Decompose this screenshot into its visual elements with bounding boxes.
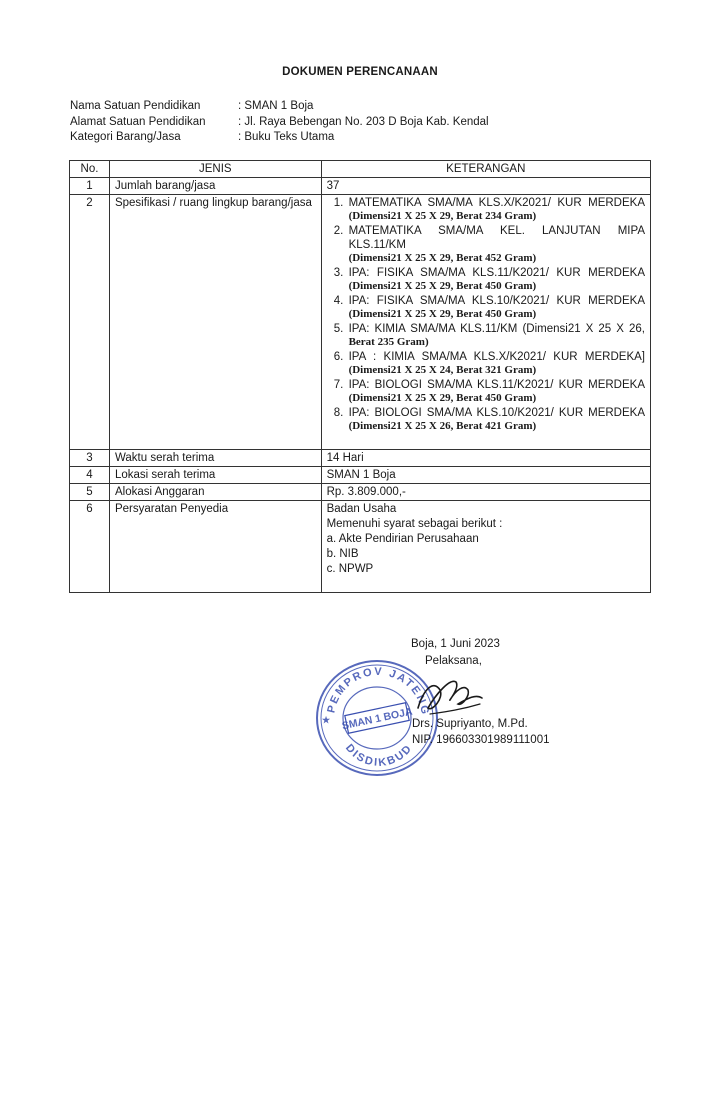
spec-dimensions: (Dimensi21 X 25 X 29, Berat 450 Gram)	[348, 392, 537, 404]
spec-title: 7. IPA: BIOLOGI SMA/MA KLS.11/K2021/ KUR MERDEKA	[348, 379, 645, 391]
signer-nip: NIP. 196603301989111001	[412, 734, 550, 746]
spec-title: 8. IPA: BIOLOGI SMA/MA KLS.10/K2021/ KUR MERDEKA	[348, 407, 645, 419]
header-label: Nama Satuan Pendidikan	[70, 100, 201, 112]
spec-item	[347, 322, 645, 349]
row-jenis: Lokasi serah terima	[109, 467, 321, 484]
spec-title: 2. MATEMATIKA SMA/MA KEL. LANJUTAN MIPA KLS.11/KM	[348, 225, 645, 251]
row-no: 2	[70, 195, 110, 450]
table-header-row	[70, 161, 651, 178]
spec-title: 5. IPA: KIMIA SMA/MA KLS.11/KM (Dimensi21 X 25 X 26,	[348, 323, 645, 335]
spec-item	[347, 350, 645, 377]
row-no: 1	[70, 178, 110, 195]
row-no: 6	[70, 501, 110, 593]
table-row	[70, 501, 651, 593]
table-row	[70, 484, 651, 501]
requirement-line: b. NIB	[326, 548, 359, 560]
spec-item	[347, 196, 645, 223]
header-value: : SMAN 1 Boja	[238, 99, 313, 115]
spec-item	[347, 266, 645, 293]
row-jenis: Jumlah barang/jasa	[109, 178, 321, 195]
spec-dimensions: (Dimensi21 X 25 X 29, Berat 450 Gram)	[348, 308, 537, 320]
requirement-line: c. NPWP	[326, 563, 374, 575]
spec-title: 6. IPA : KIMIA SMA/MA KLS.X/K2021/ KUR MERDEKA]	[348, 351, 645, 363]
header-row-alamat	[70, 115, 489, 131]
table-row	[70, 450, 651, 467]
row-jenis: Waktu serah terima	[109, 450, 321, 467]
header-label: Alamat Satuan Pendidikan	[70, 115, 206, 128]
spec-title: 1. MATEMATIKA SMA/MA KLS.X/K2021/ KUR MERDEKA	[348, 197, 645, 209]
row-no: 5	[70, 484, 110, 501]
place-date: Boja, 1 Juni 2023	[411, 638, 500, 650]
row-keterangan: Rp. 3.809.000,-	[321, 484, 650, 501]
spec-dimensions: (Dimensi21 X 25 X 29, Berat 450 Gram)	[348, 280, 537, 292]
official-stamp	[312, 655, 442, 780]
star-icon: ★	[322, 715, 331, 725]
requirements-cell	[321, 501, 650, 593]
header-value: : Jl. Raya Bebengan No. 203 D Boja Kab. Kendal	[238, 115, 489, 131]
requirement-line: Badan Usaha	[326, 503, 397, 515]
header-info	[70, 99, 489, 146]
requirement-line: a. Akte Pendirian Perusahaan	[326, 533, 479, 545]
spec-dimensions: Berat 235 Gram)	[348, 336, 429, 348]
row-jenis: Persyaratan Penyedia	[109, 501, 321, 593]
spec-item	[347, 224, 645, 265]
spec-dimensions: (Dimensi21 X 25 X 29, Berat 452 Gram)	[348, 252, 537, 264]
stamp-bottom-text: DISDIKBUD	[342, 741, 416, 770]
row-jenis: Alokasi Anggaran	[109, 484, 321, 501]
requirement-line: Memenuhi syarat sebagai berikut :	[326, 518, 503, 530]
header-value: : Buku Teks Utama	[238, 130, 334, 146]
header-row-nama	[70, 99, 489, 115]
table-row	[70, 195, 651, 450]
header-row-kategori	[70, 130, 489, 146]
row-jenis: Spesifikasi / ruang lingkup barang/jasa	[109, 195, 321, 450]
spec-dimensions: (Dimensi21 X 25 X 24, Berat 321 Gram)	[348, 364, 537, 376]
row-no: 3	[70, 450, 110, 467]
spec-title: 3. IPA: FISIKA SMA/MA KLS.11/K2021/ KUR MERDEKA	[348, 267, 645, 279]
row-keterangan: 14 Hari	[321, 450, 650, 467]
table-row	[70, 178, 651, 195]
col-header-no: No.	[70, 161, 110, 178]
spec-title: 4. IPA: FISIKA SMA/MA KLS.10/K2021/ KUR MERDEKA	[348, 295, 645, 307]
spec-item	[347, 378, 645, 405]
row-keterangan: SMAN 1 Boja	[321, 467, 650, 484]
signer-name: Drs. Supriyanto, M.Pd.	[412, 718, 528, 730]
spec-list-cell	[321, 195, 650, 450]
spec-item	[347, 406, 645, 433]
spec-dimensions: (Dimensi21 X 25 X 26, Berat 421 Gram)	[348, 420, 537, 432]
signer-role: Pelaksana,	[425, 655, 482, 667]
header-label: Kategori Barang/Jasa	[70, 131, 181, 143]
row-keterangan: 37	[321, 178, 650, 195]
handwritten-signature	[410, 668, 490, 728]
stamp-top-text: PEMPROV JATENG	[325, 665, 432, 717]
document-title: DOKUMEN PERENCANAAN	[282, 66, 438, 78]
row-no: 4	[70, 467, 110, 484]
spec-dimensions: (Dimensi21 X 25 X 29, Berat 234 Gram)	[348, 210, 537, 222]
planning-table	[69, 160, 651, 593]
col-header-keterangan: KETERANGAN	[321, 161, 650, 178]
table-row	[70, 467, 651, 484]
stamp-center-text: SMAN 1 BOJA	[340, 705, 414, 733]
spec-list	[327, 196, 645, 433]
spec-item	[347, 294, 645, 321]
col-header-jenis: JENIS	[109, 161, 321, 178]
